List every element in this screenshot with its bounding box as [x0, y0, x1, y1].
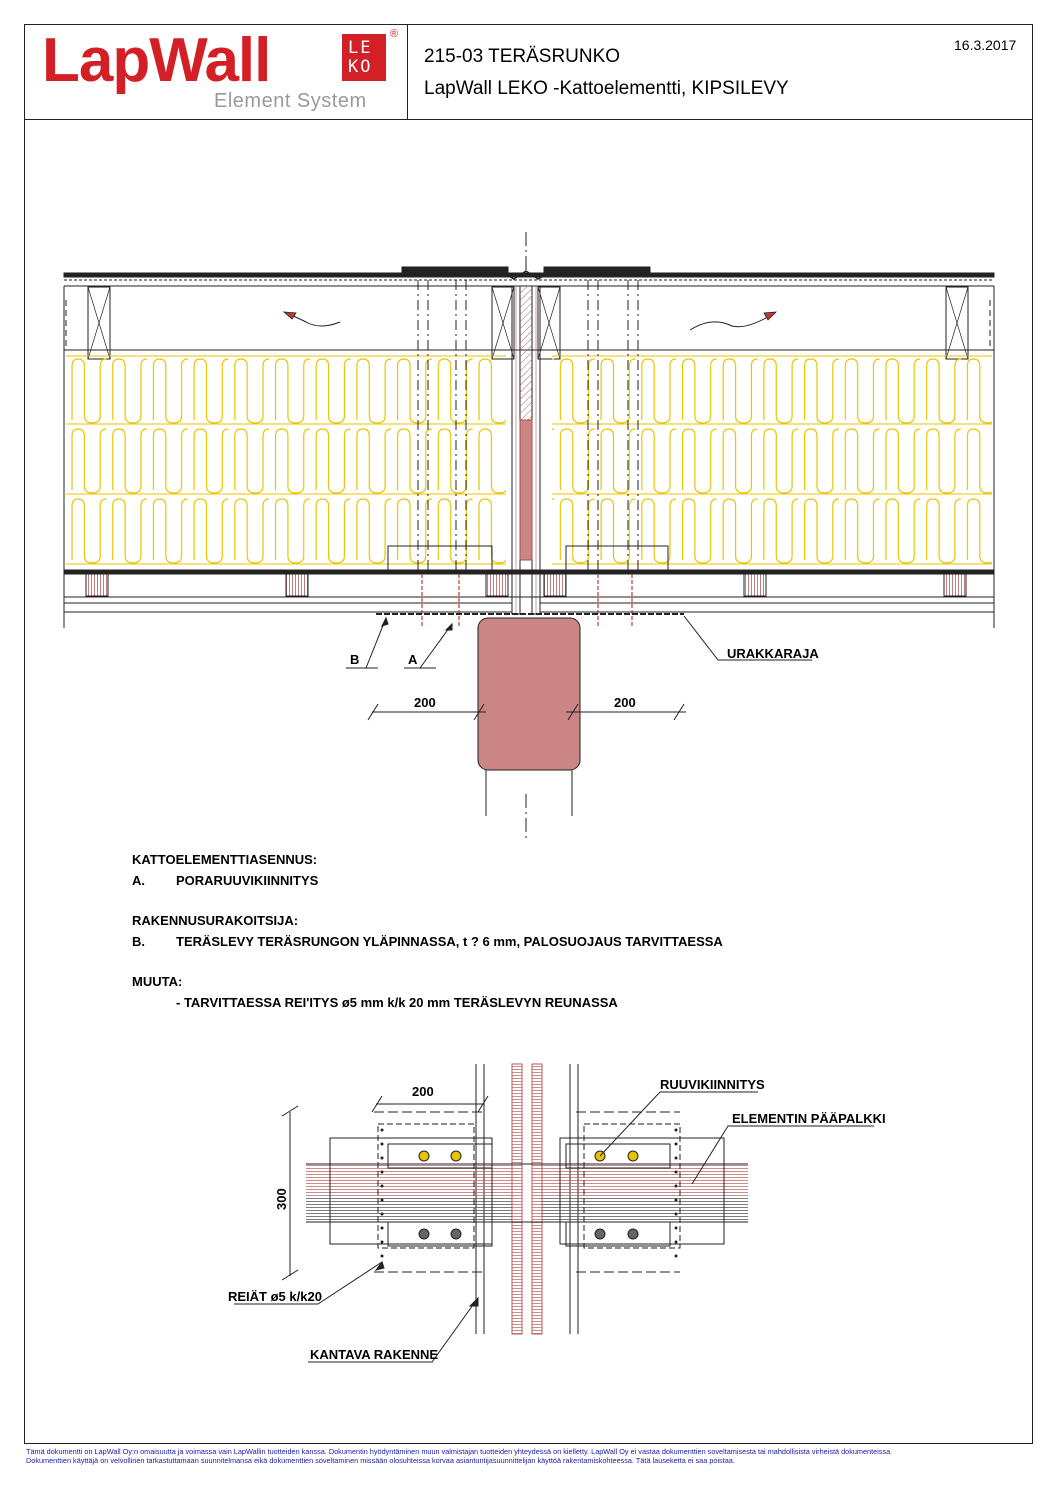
note-item-other: - TARVITTAESSA REI'ITYS ø5 mm k/k 20 mm TERÄSLEVYN REUNASSA	[176, 995, 618, 1010]
bolt-fixings	[419, 1229, 638, 1239]
label-urakkaraja: URAKKARAJA	[727, 646, 819, 661]
note-item-b: TERÄSLEVY TERÄSRUNGON YLÄPINNASSA, t ? 6 mm, PALOSUOJAUS TARVITTAESSA	[176, 934, 723, 949]
label-a: A	[408, 652, 418, 667]
airflow-arrow-left	[284, 312, 340, 326]
dim-left: 200	[414, 695, 436, 710]
drawing-code: 215-03 TERÄSRUNKO	[424, 46, 621, 67]
label-reiat: REIÄT ø5 k/k20	[228, 1289, 322, 1304]
element-joint	[512, 286, 540, 614]
airflow-arrow-right	[690, 312, 776, 330]
note-heading-installation: KATTOELEMENTTIASENNUS:	[132, 852, 318, 867]
note-item-b-letter: B.	[132, 934, 145, 949]
note-heading-contractor: RAKENNUSURAKOITSIJA:	[132, 913, 299, 928]
registered-mark: ®	[390, 28, 399, 40]
dim-right: 200	[614, 695, 636, 710]
leko-logo-bottom: KO	[348, 57, 373, 77]
leko-logo-top: LE	[348, 38, 373, 58]
brand-tagline: Element System	[214, 90, 367, 112]
label-b: B	[350, 652, 360, 667]
footer-line-1: Tämä dokumentti on LapWall Oy:n omaisuutta ja voimassa vain LapWallin tuotteiden kanssa. Dokumentin hyödyntäminen muun valmistajan tuotteiden yhteydessä on kielletty. LapWall Oy ei vastaa dokumenttien soveltamisesta tai mahdollisista virheistä dokumenteissa.	[26, 1447, 893, 1456]
screw-fixings	[419, 1151, 638, 1161]
label-kantava: KANTAVA RAKENNE	[310, 1347, 439, 1362]
legal-footer	[26, 1447, 1046, 1465]
note-heading-other: MUUTA:	[132, 974, 183, 989]
roofing-membrane	[64, 267, 994, 286]
steel-column	[478, 618, 580, 770]
plan-detail	[234, 1064, 874, 1362]
brand-logo-text: LapWall	[42, 26, 271, 95]
ceiling-structure	[64, 570, 994, 612]
plan-dim-200: 200	[412, 1084, 434, 1099]
drawing-subtitle: LapWall LEKO -Kattoelementti, KIPSILEVY	[424, 78, 789, 99]
roof-section	[64, 232, 994, 840]
footer-line-2: Dokumenttien käyttäjä on velvollinen tarkastuttamaan suunnitelmansa eikä dokumenttien soveltaminen missään olosuhteissa korvaa asiantuntijasuunnittelijan käyttöä rakentamiskohteessa. Tätä lauseketta ei saa poistaa.	[26, 1456, 735, 1465]
plan-dim-300: 300	[274, 1188, 289, 1210]
note-item-a: PORARUUVIKIINNITYS	[176, 873, 319, 888]
drawing-date: 16.3.2017	[954, 37, 1017, 53]
label-ruuvikiinnitys: RUUVIKIINNITYS	[660, 1077, 765, 1092]
note-item-a-letter: A.	[132, 873, 145, 888]
label-paapalkki: ELEMENTIN PÄÄPALKKI	[732, 1111, 886, 1126]
section-text-labels	[350, 646, 819, 710]
